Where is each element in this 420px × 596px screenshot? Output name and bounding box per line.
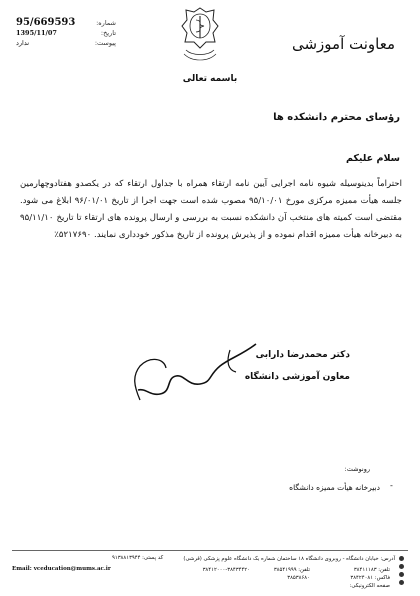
phone-icon	[399, 564, 404, 569]
cc-label: رونوشت:	[344, 465, 370, 473]
handwritten-signature-icon	[80, 336, 290, 406]
footer-postal-code: کد پستی: ۹۱۳۸۸۱۳۹۴۴	[112, 555, 164, 561]
globe-icon	[399, 580, 404, 585]
letter-body	[20, 176, 402, 244]
bismillah: باسمه تعالی	[182, 74, 238, 84]
footer-phone-2: تلفن: ۳۸۵۴۱۹۹۹	[273, 567, 310, 573]
footer-address: آدرس: خیابان دانشگاه - روبروی دانشگاه ۱۸ ساختمان شماره یک دانشگاه علوم پزشکی (قرشی)	[183, 556, 395, 562]
footer-contact-col-1	[320, 566, 390, 590]
footer-website: صفحه الکترونیکی:	[349, 583, 390, 589]
attachment-label: پیوست:	[94, 39, 116, 47]
attachment-value: ندارد	[16, 39, 30, 47]
footer-phone-3: ۳۸۴۱۲۰۰۰-۳۸۴۳۴۴۲۰	[202, 567, 250, 573]
letter-number-row	[16, 18, 116, 28]
cc-item: دبیرخانه هیأت ممیزه دانشگاه	[289, 483, 380, 492]
footer-divider	[12, 550, 408, 551]
letter-number: 95/669593	[16, 17, 76, 28]
footer-contact-col-2	[240, 566, 310, 582]
footer-contact	[165, 566, 390, 596]
university-logo-icon	[180, 6, 220, 64]
cc-bullet: -	[390, 481, 393, 490]
salutation: سلام علیکم	[345, 153, 400, 164]
letter-date: 1395/11/07	[16, 29, 57, 37]
letter-number-label: شماره:	[96, 19, 116, 27]
letter-date-row	[16, 28, 116, 38]
location-icon	[399, 556, 404, 561]
signatory-title: معاون آموزشی دانشگاه	[244, 372, 350, 382]
department-title: معاونت آموزشی	[291, 35, 395, 53]
footer-email: Email: vceducation@mums.ac.ir	[12, 566, 111, 572]
attachment-row	[16, 38, 116, 48]
footer-phone-1: تلفن: ۳۸۴۱۱۱۸۳	[353, 567, 390, 573]
letter-date-label: تاریخ:	[100, 29, 116, 37]
body-paragraph: احتراماً بدینوسیله شیوه نامه اجرایی آیین نامه ارتقاء همراه با جداول ارتقاء که در یکصدو هفتادوچهارمین جلسه هیأت ممیزه مرکزی مورخ ۹۵/۱۰/۰۱ مصوب شده است جهت اجرا از تاریخ ۹۶/۰۱/۰۱ ابلاغ می شود. مقتضی است کمیته های منتخب آن دانشکده نسبت به بررسی و ارسال پرونده های ارتقاء تا تاریخ ۹۵/۱۱/۱۰ به دبیرخانه هیأت ممیزه اقدام نموده و از پذیرش پرونده از تاریخ مذکور خودداری نمایند. ۵۲۱۷۶۹۰٪	[20, 179, 402, 240]
recipient: رؤسای محترم دانشکده ها	[273, 112, 400, 123]
footer-icons	[395, 554, 407, 588]
signatory-name: دکتر محمدرضا دارابی	[255, 350, 350, 360]
footer-contact-col-3	[170, 566, 250, 574]
letter-meta	[16, 18, 116, 48]
footer-fax: فاکس: ۳۸۴۲۴۰۸۱	[350, 575, 390, 581]
fax-icon	[399, 572, 404, 577]
footer-phone-2b: ۳۸۵۳۸۶۸۰	[287, 575, 310, 581]
